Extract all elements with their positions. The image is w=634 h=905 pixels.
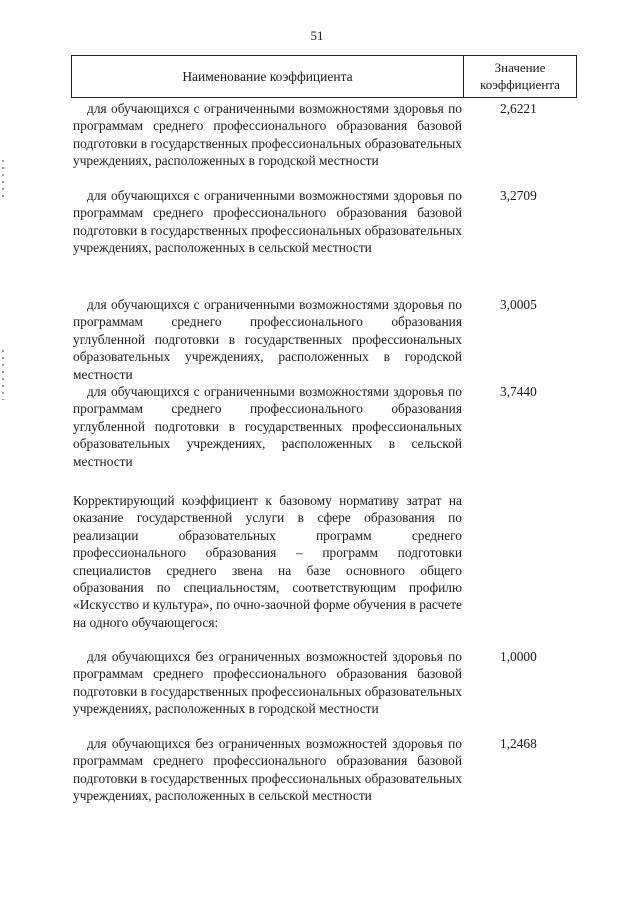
coefficient-row (73, 648, 583, 718)
coefficient-row (73, 383, 583, 470)
table-header (71, 55, 577, 98)
coefficient-row (73, 735, 583, 805)
coefficient-row (73, 100, 583, 170)
column-header-value-line2: коэффициента (480, 76, 560, 92)
coefficient-description: для обучающихся с ограниченными возможностями здоровья по программам среднего профессионального образования базовой подготовки в государственных профессиональных образовательных учреждениях, расположенных в городской местности (73, 101, 462, 169)
coefficient-value: 3,0005 (500, 297, 537, 312)
coefficient-description: для обучающихся без ограниченных возможностей здоровья по программам среднего профессионального образования базовой подготовки в государственных профессиональных образовательных учреждениях, расположенных в сельской местности (73, 736, 462, 804)
coefficient-description: для обучающихся с ограниченными возможностями здоровья по программам среднего профессионального образования углубленной подготовки в государственных профессиональных образовательных учреждениях, расположенных в городской местности (73, 297, 462, 382)
page-number: 51 (310, 28, 324, 43)
coefficient-description: для обучающихся без ограниченных возможностей здоровья по программам среднего профессионального образования базовой подготовки в государственных профессиональных образовательных учреждениях, расположенных в городской местности (73, 649, 462, 717)
column-header-name: Наименование коэффициента (72, 56, 464, 97)
column-header-value (464, 56, 576, 97)
column-header-value-line1: Значение (494, 60, 546, 76)
scan-margin-mark (2, 160, 4, 200)
coefficient-description: для обучающихся с ограниченными возможностями здоровья по программам среднего профессионального образования базовой подготовки в государственных профессиональных образовательных учреждениях, расположенных в сельской местности (73, 188, 462, 256)
coefficient-description: для обучающихся с ограниченными возможностями здоровья по программам среднего профессионального образования углубленной подготовки в государственных профессиональных образовательных учреждениях, расположенных в сельской местности (73, 384, 462, 469)
coefficient-value: 2,6221 (500, 101, 537, 116)
coefficient-row (73, 187, 583, 257)
coefficient-value: 1,0000 (500, 649, 537, 664)
section-heading: Корректирующий коэффициент к базовому нормативу затрат на оказание государственной услуги в сфере образования по реализации образовательных программ среднего профессионального образования – программ подготовки специалистов среднего звена на базе основного общего образования по специальностям, соответствующим профилю «Искусство и культура», по очно-заочной форме обучения в расчете на одного обучающегося: (73, 493, 462, 630)
coefficient-row (73, 296, 583, 383)
coefficient-value: 3,2709 (500, 188, 537, 203)
coefficient-value: 3,7440 (500, 384, 537, 399)
coefficient-value: 1,2468 (500, 736, 537, 751)
scan-margin-mark (2, 350, 4, 400)
